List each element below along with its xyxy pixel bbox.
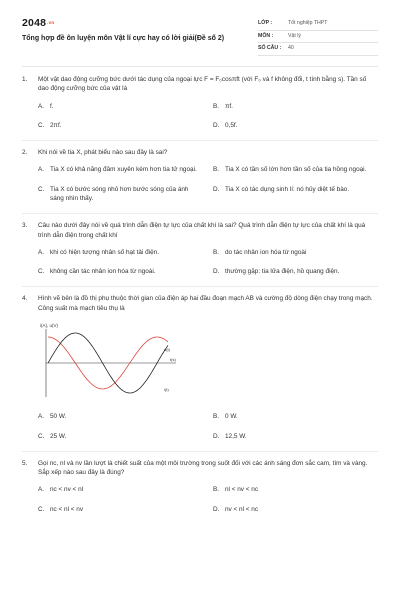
question-1 bbox=[22, 75, 378, 130]
question-2 bbox=[22, 148, 378, 203]
question-number: 4. bbox=[22, 295, 28, 303]
question-divider bbox=[22, 286, 378, 287]
question-number: 1. bbox=[22, 76, 28, 83]
site-logo[interactable]: 2048.vn bbox=[22, 17, 55, 29]
header bbox=[22, 16, 378, 56]
option-a[interactable]: A. f. bbox=[38, 102, 54, 110]
question-text: Câu nào dưới đây nói về quá trình dẫn điện tự lực của chất khí là sai? Quá trình dẫn điện tự lực của chất khí là quá trình dẫn điện trong chất khí bbox=[38, 222, 366, 239]
t-label: t(s) bbox=[170, 356, 176, 362]
option-c[interactable]: C. nc < nl < nv bbox=[38, 505, 84, 513]
question-divider bbox=[22, 213, 378, 214]
question-text: Hình vẽ bên là đồ thị phụ thuộc thời gian của điện áp hai đầu đoạn mạch AB và cường độ dòng điện chạy trong mạch. Công suất mà mạch tiêu thụ là bbox=[38, 295, 373, 312]
options bbox=[38, 102, 378, 131]
question-divider bbox=[22, 140, 378, 141]
header-divider bbox=[22, 66, 378, 67]
option-d[interactable]: D. nv < nl < nc bbox=[213, 505, 259, 513]
option-a[interactable]: A. nc < nv < nl bbox=[38, 486, 84, 494]
option-a[interactable]: A. khi có hiện tượng nhân số hạt tải điện. bbox=[38, 248, 160, 256]
option-b[interactable]: B. do tác nhân ion hóa từ ngoài bbox=[213, 248, 307, 256]
question-3 bbox=[22, 221, 378, 276]
meta-row-count: SỐ CÂU : 40 bbox=[258, 43, 378, 56]
question-text: Một vật dao động cưỡng bức dưới tác dụng của ngoại lực F = F₀cosπft (với F₀ và f không đổi, t tính bằng s). Tần số dao động cưỡng bức của vật là bbox=[38, 76, 367, 93]
option-c[interactable]: C. không cần tác nhân ion hóa từ ngoài. bbox=[38, 268, 156, 276]
options bbox=[38, 485, 378, 514]
question-number: 2. bbox=[22, 149, 28, 157]
option-a[interactable]: A. 50 W. bbox=[38, 413, 67, 421]
question-number: 3. bbox=[22, 222, 28, 230]
question-number: 5. bbox=[22, 459, 28, 467]
option-c[interactable]: C. 2πf. bbox=[38, 121, 62, 129]
option-b[interactable]: B. Tia X có tần số lớn hơn tần số của tia hồng ngoại. bbox=[213, 166, 367, 174]
option-b[interactable]: B. 0 W. bbox=[213, 413, 238, 421]
document-title: Tổng hợp đề ôn luyện môn Vật lí cực hay có lời giải(Đề số 2) bbox=[22, 35, 225, 43]
option-d[interactable]: D. Tia X có tác dụng sinh lí: nó hủy diệt tế bào. bbox=[213, 185, 350, 193]
option-c[interactable]: C. Tia X có bước sóng nhỏ hơn bước sóng của ánh sáng nhìn thấy. bbox=[38, 185, 189, 202]
meta-row-class: LỚP : Tốt nghiệp THPT bbox=[258, 18, 378, 31]
ui-graph bbox=[38, 321, 378, 404]
option-b[interactable]: B. πf. bbox=[213, 102, 233, 110]
options bbox=[38, 165, 378, 203]
options bbox=[38, 412, 378, 441]
question-divider bbox=[22, 451, 378, 452]
u-label: u(t) bbox=[164, 346, 170, 352]
question-text: Khi nói về tia X, phát biểu nào sau đây là sai? bbox=[38, 149, 168, 157]
question-4 bbox=[22, 294, 378, 440]
option-d[interactable]: D. 0,5f. bbox=[213, 121, 238, 129]
ui-graph-svg bbox=[38, 321, 188, 401]
options bbox=[38, 248, 378, 277]
meta-row-subject: MÔN : Vật lý bbox=[258, 31, 378, 44]
meta-table bbox=[258, 18, 378, 56]
option-a[interactable]: A. Tia X có khả năng đâm xuyên kém hơn tia tử ngoại. bbox=[38, 166, 197, 174]
option-d[interactable]: D. thường gặp: tia lửa điện, hồ quang điện. bbox=[213, 268, 340, 276]
i-label: i(t) bbox=[164, 386, 169, 392]
question-5 bbox=[22, 459, 378, 514]
option-b[interactable]: B. nl < nv < nc bbox=[213, 486, 259, 494]
option-c[interactable]: C. 25 W. bbox=[38, 432, 67, 440]
option-d[interactable]: D. 12,5 W. bbox=[213, 432, 247, 440]
brand bbox=[22, 16, 232, 43]
y-axis-label: i(A), u(V) bbox=[40, 322, 58, 328]
question-text: Gọi nc, nl và nv lần lượt là chiết suất của một môi trường trong suốt đối với các ánh sáng đơn sắc cam, tím và vàng. Sắp xếp nào sau đây là đúng? bbox=[38, 459, 368, 477]
